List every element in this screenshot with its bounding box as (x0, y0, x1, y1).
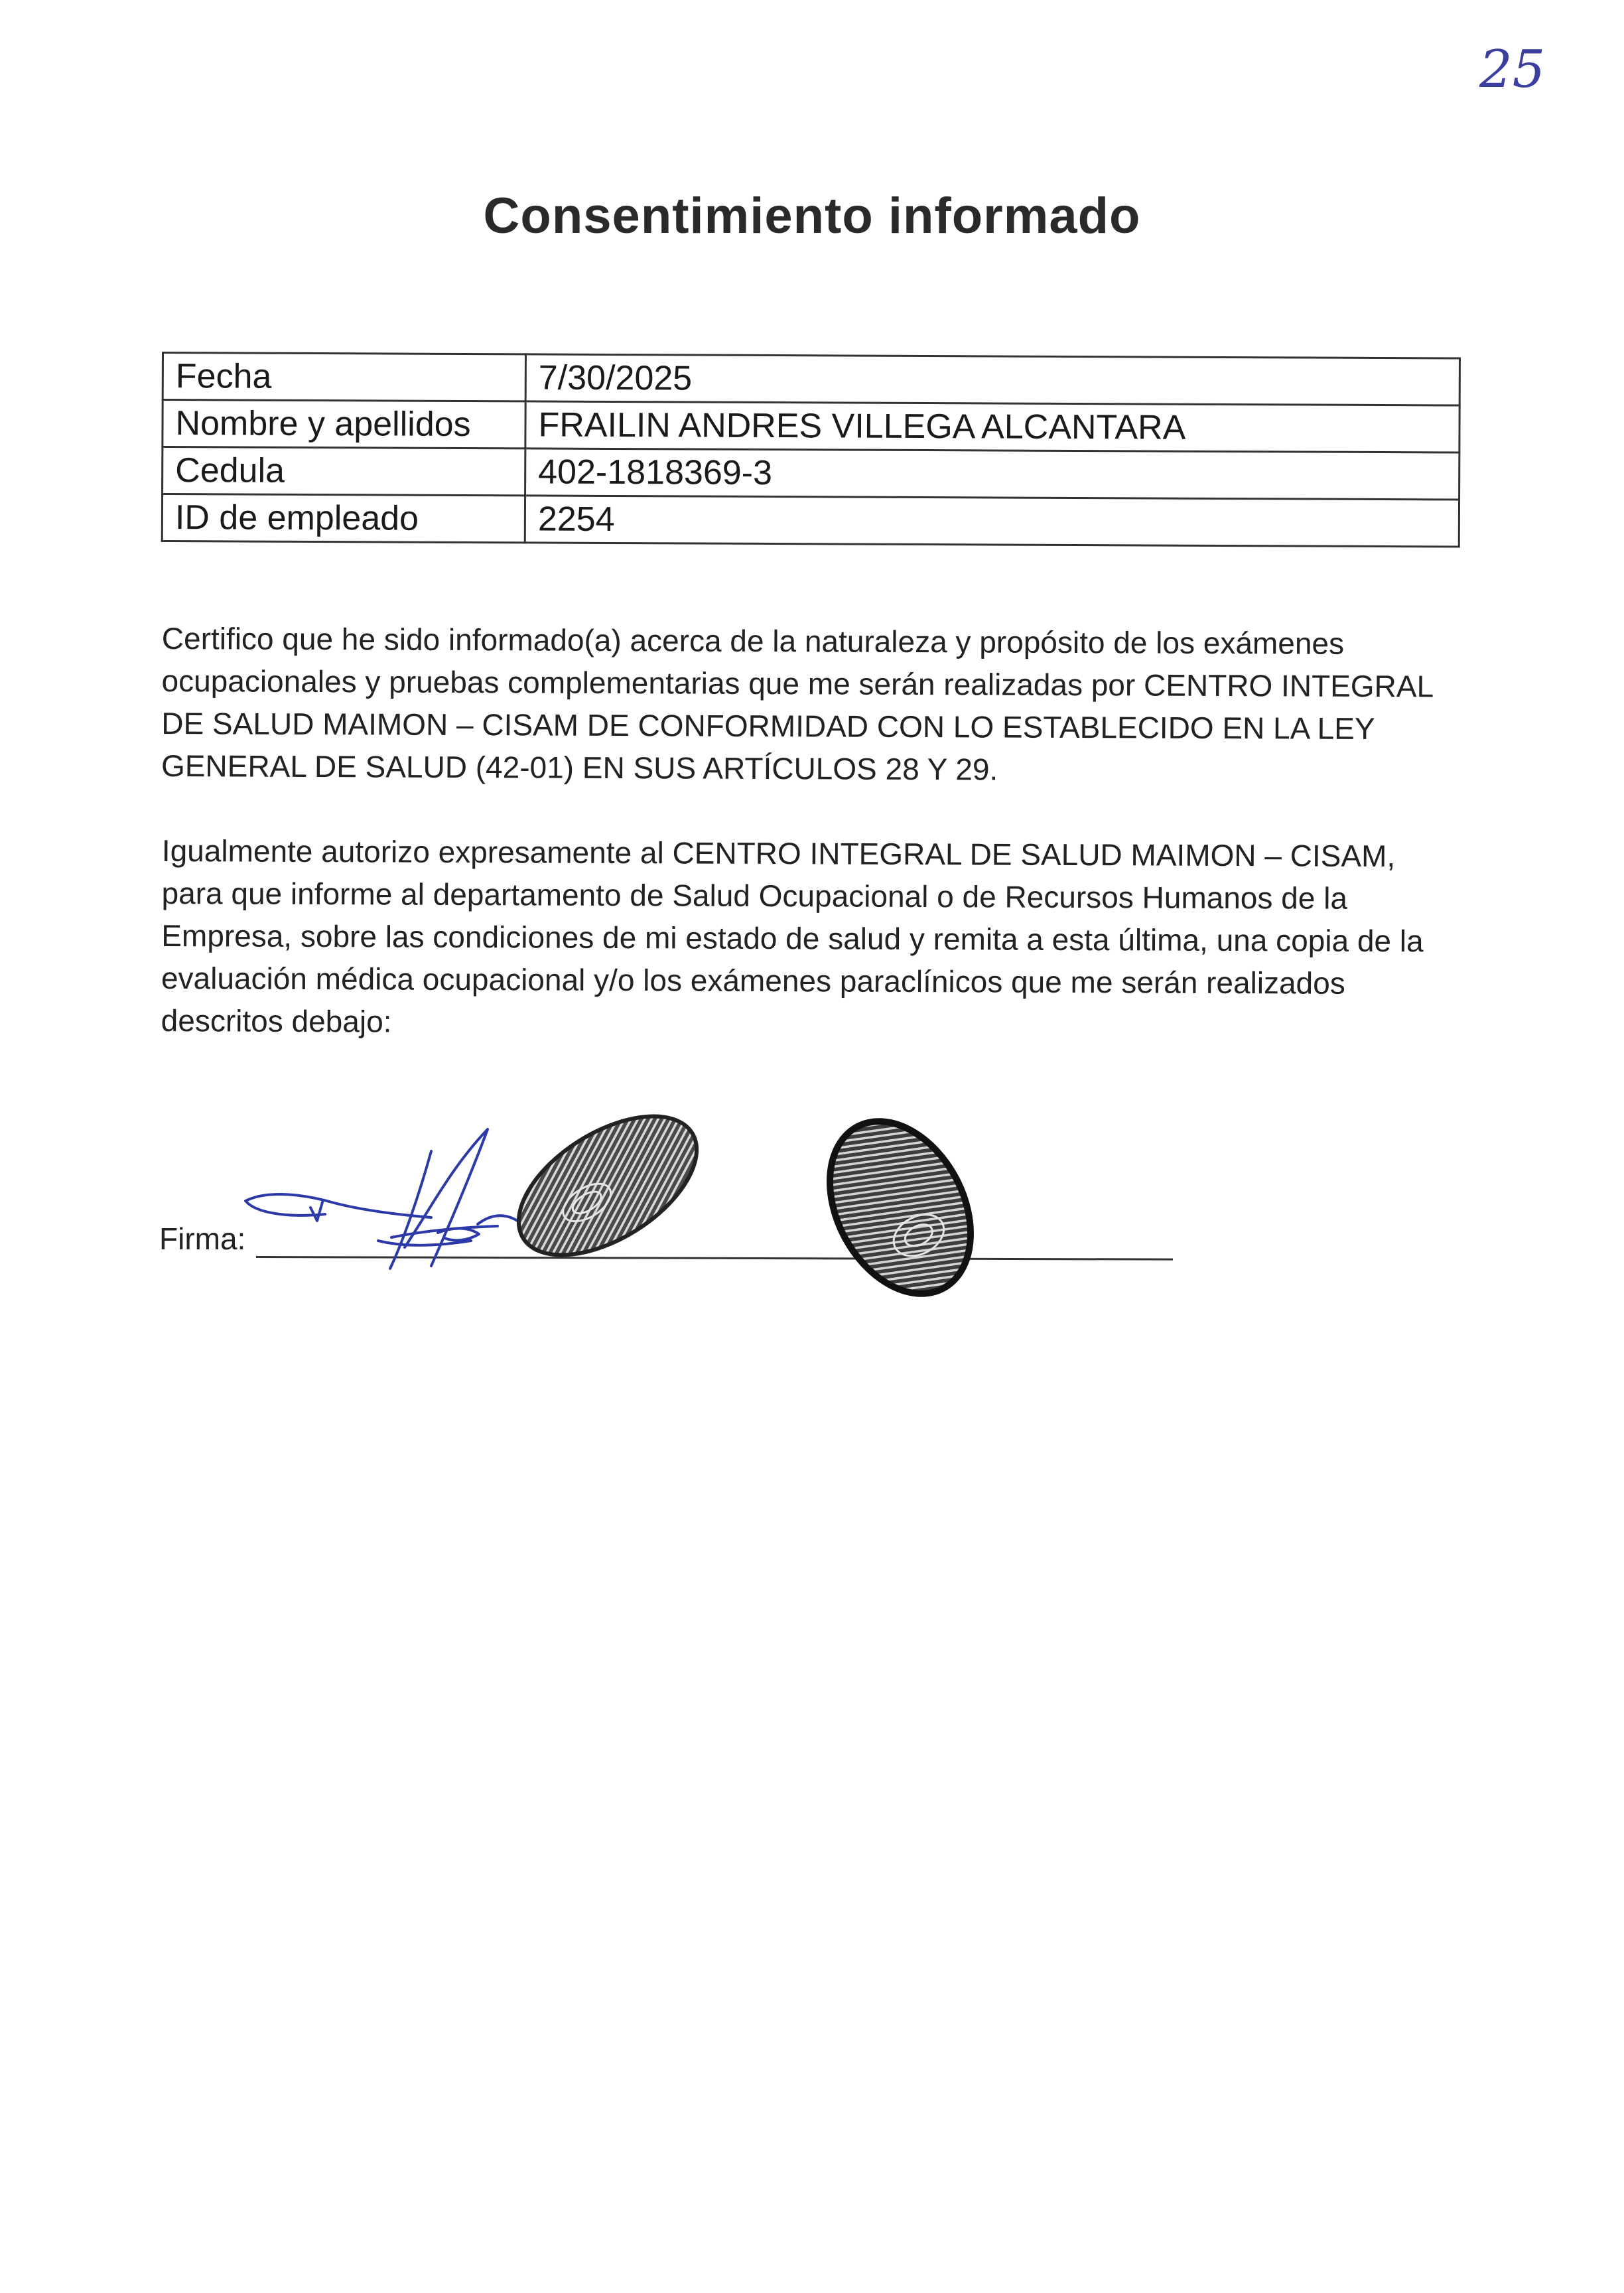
document-title: Consentimiento informado (483, 188, 1141, 244)
fingerprint-left (502, 1109, 714, 1262)
label-cedula: Cedula (163, 447, 525, 496)
handwritten-page-number: 25 (1479, 40, 1546, 100)
label-id-empleado: ID de empleado (162, 494, 525, 543)
personal-info-table (161, 352, 1461, 548)
signature-label: Firma: (159, 1221, 246, 1256)
value-cedula: 402-1818369-3 (525, 449, 1459, 500)
label-nombre: Nombre y apellidos (163, 400, 525, 449)
table-row (162, 494, 1459, 547)
value-fecha: 7/30/2025 (525, 354, 1459, 405)
consent-paragraph-1: Certifico que he sido informado(a) acerca de la naturaleza y propósito de los exámenes ocupacionales y pruebas complementarias que me serán realizadas por CENTRO INTEGRAL DE SALUD MAIMON – CISAM DE CONFORMIDAD CON LO ESTABLECIDO EN LA LEY GENERAL DE SALUD (42-01) EN SUS ARTÍCULOS 28 Y 29. (161, 620, 1433, 787)
value-nombre: FRAILIN ANDRES VILLEGA ALCANTARA (525, 401, 1459, 452)
value-id-empleado: 2254 (525, 496, 1459, 547)
fingerprint-right (811, 1108, 990, 1307)
handwritten-signature (239, 1115, 544, 1287)
label-fecha: Fecha (163, 353, 525, 401)
table-row (163, 353, 1459, 406)
consent-paragraph-2: Igualmente autorizo expresamente al CENTRO INTEGRAL DE SALUD MAIMON – CISAM, para que informe al departamento de Salud Ocupacional o de Recursos Humanos de la Empresa, sobre las condiciones de mi estado de salud y remita a esta última, una copia de la evaluación médica ocupacional y/o los exámenes paraclínicos que me serán realizados descritos debajo: (161, 833, 1424, 1039)
table-row (163, 447, 1459, 500)
table-row (163, 400, 1459, 453)
